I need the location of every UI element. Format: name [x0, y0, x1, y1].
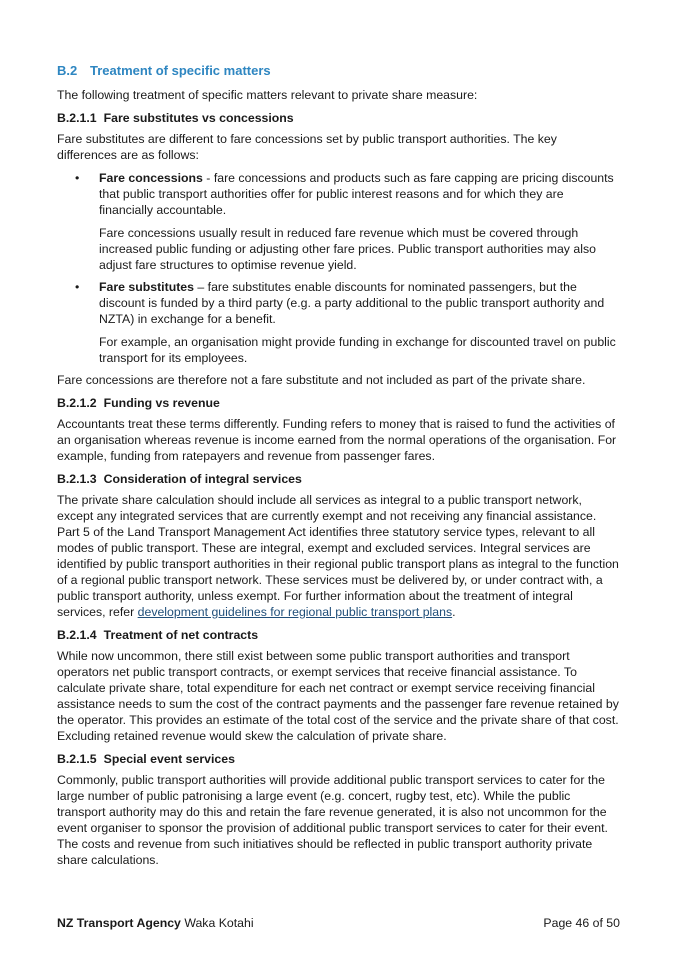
section-number: B.2	[57, 63, 78, 78]
subsection-heading-fare-substitutes	[57, 110, 620, 126]
subsection-heading-special-events	[57, 751, 620, 767]
section-intro: The following treatment of specific matters relevant to private share measure:	[57, 88, 478, 102]
subsection-number: B.2.1.2	[57, 396, 97, 410]
subsection-heading-net-contracts	[57, 627, 620, 643]
bullet-icon: •	[75, 171, 80, 185]
paragraph: Accountants treat these terms differently. Funding refers to money that is raised to fund the activities of an organisation whereas revenue is income earned from the normal operations of the organisation. For example, funding from ratepayers and revenue from passenger fares.	[57, 417, 617, 463]
section-title: Treatment of specific matters	[90, 63, 271, 78]
footer-org	[57, 916, 254, 930]
footer-org-bold: NZ Transport Agency	[57, 916, 181, 930]
bullet-subparagraph: Fare concessions usually result in reduced fare revenue which must be covered through increased public funding or adjusting other fare prices. Public transport authorities may also adjust fare structures to optimise revenue yield.	[99, 226, 596, 272]
subsection-number: B.2.1.4	[57, 628, 97, 642]
page-footer	[57, 915, 620, 931]
paragraph	[57, 492, 620, 620]
bullet-list	[57, 170, 620, 366]
paragraph: Fare substitutes are different to fare concessions set by public transport authorities. The key differences are as follows:	[57, 132, 557, 162]
paragraph-text: The private share calculation should include all services as integral to a public transport network, except any integrated services that are currently exempt and not receiving any financial assistance. Part 5 of the Land Transport Management Act identifies three statutory service types, relevant to all modes of public transport. These are integral, exempt and excluded services. Integral services are identified by public transport authorities in their regional public transport plans as integral to the function of a regional public transport network. These services must be delivered by, or under contract with, a public transport authority, unless exempt. For further information about the treatment of integral services, refer	[57, 493, 619, 619]
subsection-heading-integral-services	[57, 471, 620, 487]
bullet-icon: •	[75, 280, 80, 294]
subsection-title: Special event services	[103, 752, 235, 766]
subsection-title: Funding vs revenue	[103, 396, 220, 410]
bullet-term: Fare substitutes	[99, 280, 194, 294]
bullet-text: - fare concessions and products such as fare capping are pricing discounts that public transport authorities offer for public interest reasons and for which they are financially accountable.	[99, 171, 614, 217]
bullet-term: Fare concessions	[99, 171, 203, 185]
subsection-number: B.2.1.1	[57, 111, 97, 125]
footer-org-rest: Waka Kotahi	[180, 916, 254, 930]
subsection-title: Consideration of integral services	[103, 472, 302, 486]
subsection-number: B.2.1.5	[57, 752, 97, 766]
document-page	[57, 62, 620, 868]
section-heading	[57, 62, 620, 80]
bullet-text: – fare substitutes enable discounts for nominated passengers, but the discount is funded by a third party (e.g. a party additional to the public transport authority and NZTA) in exchange for a benefit.	[99, 280, 605, 326]
subsection-number: B.2.1.3	[57, 472, 97, 486]
bullet-subparagraph: For example, an organisation might provide funding in exchange for discounted travel on public transport for its employees.	[99, 335, 616, 365]
paragraph: While now uncommon, there still exist between some public transport authorities and transport operators net public transport contracts, or exempt services that receive financial assistance. To calculate private share, total expenditure for each net contract or exempt service receiving financial assistance needs to sum the cost of the contract payments and the passenger fare revenue retained by the operator. This provides an estimate of the total cost of the service and the private share of that cost. Excluding retained revenue would skew the calculation of private share.	[57, 649, 619, 743]
subsection-heading-funding-vs-revenue	[57, 395, 620, 411]
paragraph-end: .	[452, 605, 456, 619]
paragraph: Fare concessions are therefore not a fare substitute and not included as part of the private share.	[57, 373, 586, 387]
paragraph: Commonly, public transport authorities will provide additional public transport services to cater for the large number of public patronising a large event (e.g. concert, rugby test, etc). While the public transport authority may do this and retain the fare revenue generated, it is also not uncommon for the event organiser to sponsor the provision of additional public transport services to cater for their event. The costs and revenue from such initiatives should be reflected in public transport authority private share calculations.	[57, 773, 608, 867]
page-number: Page 46 of 50	[543, 916, 620, 930]
list-item	[57, 170, 620, 273]
guidelines-link[interactable]: development guidelines for regional public transport plans	[137, 605, 453, 619]
subsection-title: Fare substitutes vs concessions	[103, 111, 294, 125]
list-item	[57, 279, 620, 366]
subsection-title: Treatment of net contracts	[103, 628, 259, 642]
